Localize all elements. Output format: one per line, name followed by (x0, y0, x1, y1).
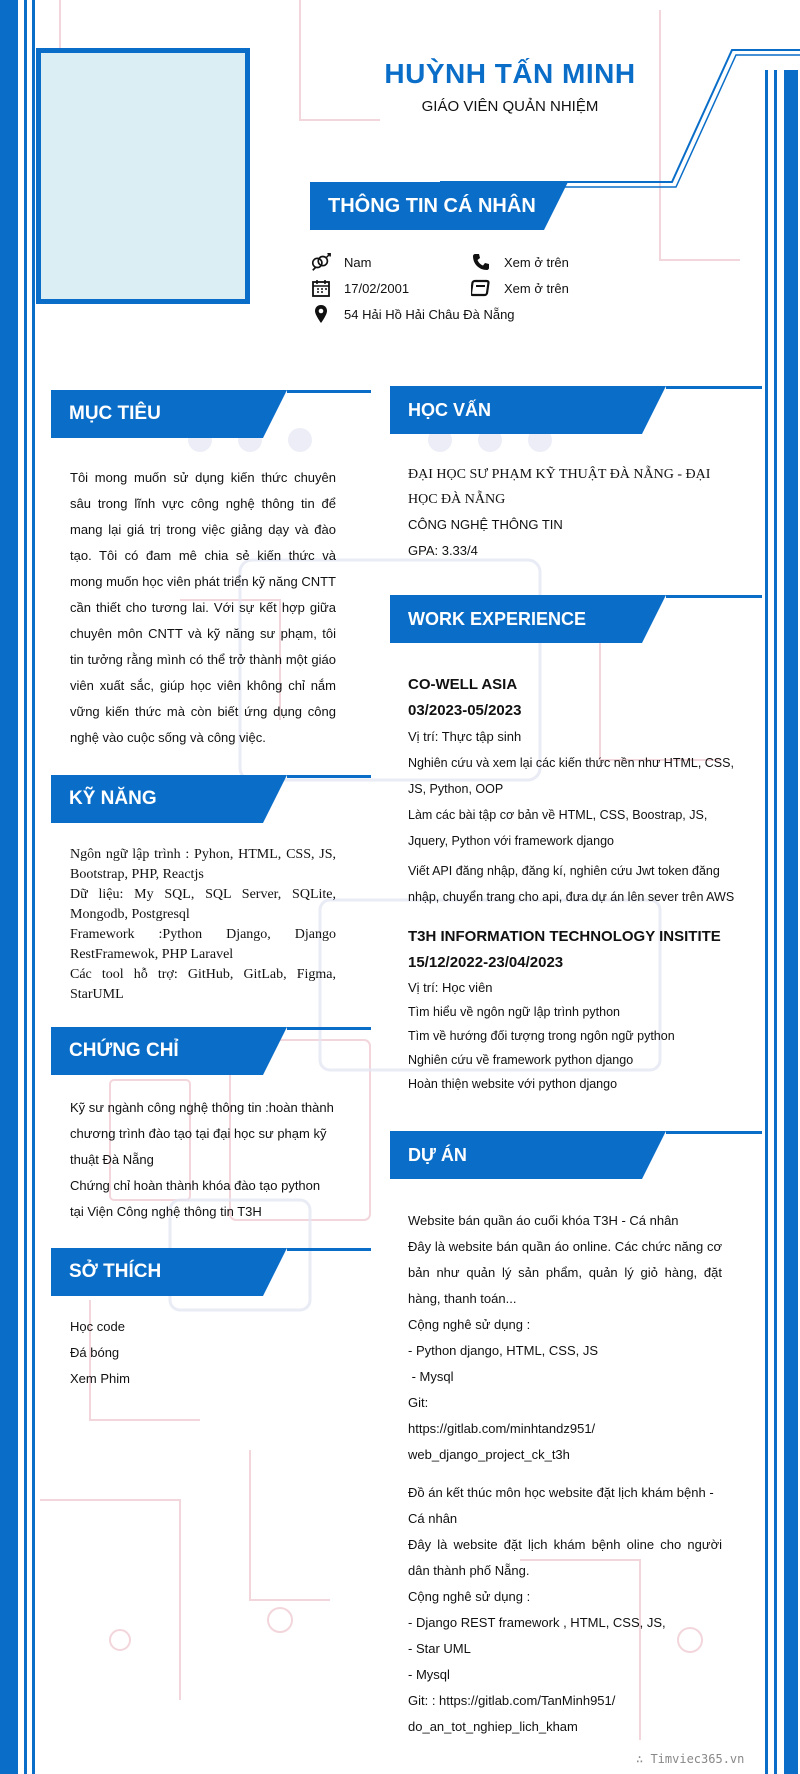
section-header-personal (310, 182, 750, 230)
project-description: Đây là website bán quần áo online. Các chức năng cơ bản như quản lý sản phẩm, quản lý giỏ hàng, đặt hàng, thanh toán... (408, 1239, 722, 1306)
project-2 (408, 1480, 722, 1740)
project-tech: - Python django, HTML, CSS, JS (408, 1343, 599, 1358)
project-tech-label: Cộng nghê sử dụng : (408, 1589, 531, 1604)
certificate-item: Chứng chỉ hoàn thành khóa đào tạo python tại Viện Công nghệ thông tin T3H (70, 1178, 321, 1219)
calendar-icon (310, 278, 332, 298)
job-task: Tìm về hướng đối tượng trong ngôn ngữ python (408, 1029, 675, 1043)
hobby-item: Học code (70, 1319, 125, 1334)
project-git-label: Git: (408, 1395, 429, 1410)
skill-item: Framework :Python Django, Django RestFramewok, PHP Laravel (70, 927, 336, 962)
job-task: Nghiên cứu và xem lại các kiến thức nền như HTML, CSS, JS, Python, OOP (408, 756, 734, 796)
work-job-2 (408, 924, 736, 1096)
job-period: 03/2023-05/2023 (408, 702, 522, 719)
right-frame-bar (784, 70, 798, 1774)
work-job-1 (408, 672, 736, 910)
education-details (408, 462, 736, 564)
section-title-certificates: CHỨNG CHỈ (69, 1040, 179, 1061)
left-frame-bar (0, 0, 18, 1774)
gender-value: Nam (344, 254, 372, 270)
section-title-education: HỌC VẤN (408, 400, 492, 420)
section-header-education (390, 386, 762, 434)
education-gpa: GPA: 3.33/4 (408, 543, 478, 558)
left-frame-line (24, 0, 27, 1774)
candidate-role: GIÁO VIÊN QUẢN NHIỆM (421, 98, 599, 115)
project-tech: - Mysql (408, 1369, 454, 1384)
project-tech: - Mysql (408, 1667, 450, 1682)
project-name: Website bán quần áo cuối khóa T3H - Cá nhân (408, 1213, 679, 1228)
right-frame-line-2 (774, 70, 777, 1774)
job-task: Làm các bài tập cơ bản về HTML, CSS, Boostrap, JS, Jquery, Python với framework django (408, 808, 708, 848)
project-git-link[interactable]: Git: : https://gitlab.com/TanMinh951/ do_an_tot_nghiep_lich_kham (408, 1693, 616, 1734)
section-title-projects: DỰ ÁN (408, 1145, 467, 1165)
objective-text: Tôi mong muốn sử dụng kiến thức chuyên sâu trong lĩnh vực công nghệ thông tin để mang lại giá trị trong việc giảng dạy và đào tạo. Tôi có đam mê chia sẻ kiến thức và mong muốn học viên phát triển kỹ năng CNTT cần thiết cho tương lai. Với sự kết hợp giữa chuyên môn CNTT và kỹ năng sư phạm, tôi tin tưởng rằng mình có thể trở thành một giáo viên xuất sắc, giúp học viên không chỉ nắm vững kiến thức mà còn biết ứng dụng công nghệ vào cuộc sống và công việc. (70, 470, 336, 745)
certificate-item: Kỹ sư ngành công nghệ thông tin :hoàn thành chương trình đào tạo tại đại học sư phạm kỹ thuật Đà Nẵng (70, 1100, 334, 1167)
job-task: Hoàn thiện website với python django (408, 1077, 618, 1091)
info-gender (310, 252, 371, 272)
section-title-skills: KỸ NĂNG (69, 788, 157, 809)
location-icon (310, 304, 332, 324)
phone-icon (470, 252, 492, 272)
education-school: ĐẠI HỌC SƯ PHẠM KỸ THUẬT ĐÀ NẴNG - ĐẠI HỌC ĐÀ NẴNG (408, 467, 711, 507)
section-title-objective: MỤC TIÊU (69, 403, 161, 424)
email-icon (470, 278, 492, 298)
hobbies-list (70, 1314, 130, 1392)
job-task: Nghiên cứu về framework python django (408, 1053, 634, 1067)
job-company: T3H INFORMATION TECHNOLOGY INSITITE (408, 928, 721, 945)
birthday-value: 17/02/2001 (344, 280, 410, 296)
phone-value: Xem ở trên (504, 254, 569, 270)
project-1 (408, 1208, 722, 1468)
project-tech-label: Cộng nghê sử dụng : (408, 1317, 531, 1332)
info-phone (470, 252, 569, 272)
skills-list (70, 845, 336, 1005)
job-position: Vị trí: Thực tập sinh (408, 729, 522, 744)
gender-icon (310, 252, 332, 272)
hobby-item: Xem Phim (70, 1371, 130, 1386)
watermark: ∴ Timviec365.vn (636, 1752, 745, 1766)
job-task: Tìm hiểu về ngôn ngữ lập trình python (408, 1005, 620, 1019)
job-position: Vị trí: Học viên (408, 980, 493, 995)
address-value: 54 Hải Hồ Hải Châu Đà Nẵng (344, 306, 515, 322)
left-frame-line-2 (32, 0, 35, 1774)
job-period: 15/12/2022-23/04/2023 (408, 954, 564, 971)
section-header-work (390, 595, 762, 643)
project-git-link[interactable]: https://gitlab.com/minhtandz951/ web_django_project_ck_t3h (408, 1421, 596, 1462)
section-header-projects (390, 1131, 762, 1179)
project-name: Đồ án kết thúc môn học website đặt lịch khám bệnh - Cá nhân (408, 1485, 714, 1526)
job-task: Viết API đăng nhập, đăng kí, nghiên cứu Jwt token đăng nhập, chuyển trang cho api, đưa dự án lên sever trên AWS (408, 864, 735, 904)
project-description: Đây là website đặt lịch khám bệnh oline cho người dân thành phố Nẵng. (408, 1537, 722, 1578)
info-email (470, 278, 569, 298)
section-header-hobbies (51, 1248, 371, 1296)
email-value: Xem ở trên (504, 280, 569, 296)
project-tech: - Django REST framework , HTML, CSS, JS, (408, 1615, 666, 1630)
section-header-skills (51, 775, 371, 823)
section-header-certificates (51, 1027, 371, 1075)
project-tech: - Star UML (408, 1641, 471, 1656)
section-title-personal: THÔNG TIN CÁ NHÂN (328, 195, 536, 217)
info-birthday (310, 278, 409, 298)
candidate-name: HUỲNH TẤN MINH (384, 58, 636, 89)
skill-item: Ngôn ngữ lập trình : Pyhon, HTML, CSS, JS, Bootstrap, PHP, Reactjs (70, 847, 336, 882)
hobby-item: Đá bóng (70, 1345, 120, 1360)
skill-item: Dữ liệu: My SQL, SQL Server, SQLite, Mongodb, Postgresql (70, 887, 336, 922)
info-address (310, 304, 515, 324)
section-header-objective (51, 390, 371, 438)
skill-item: Các tool hỗ trợ: GitHub, GitLab, Figma, StarUML (70, 967, 336, 1002)
section-title-hobbies: SỞ THÍCH (69, 1261, 162, 1282)
job-company: CO-WELL ASIA (408, 676, 518, 693)
profile-photo (36, 48, 250, 304)
right-frame-line (765, 70, 768, 1774)
section-title-work: WORK EXPERIENCE (408, 609, 587, 629)
certificates-list (70, 1095, 336, 1225)
education-major: CÔNG NGHỆ THÔNG TIN (408, 517, 563, 532)
